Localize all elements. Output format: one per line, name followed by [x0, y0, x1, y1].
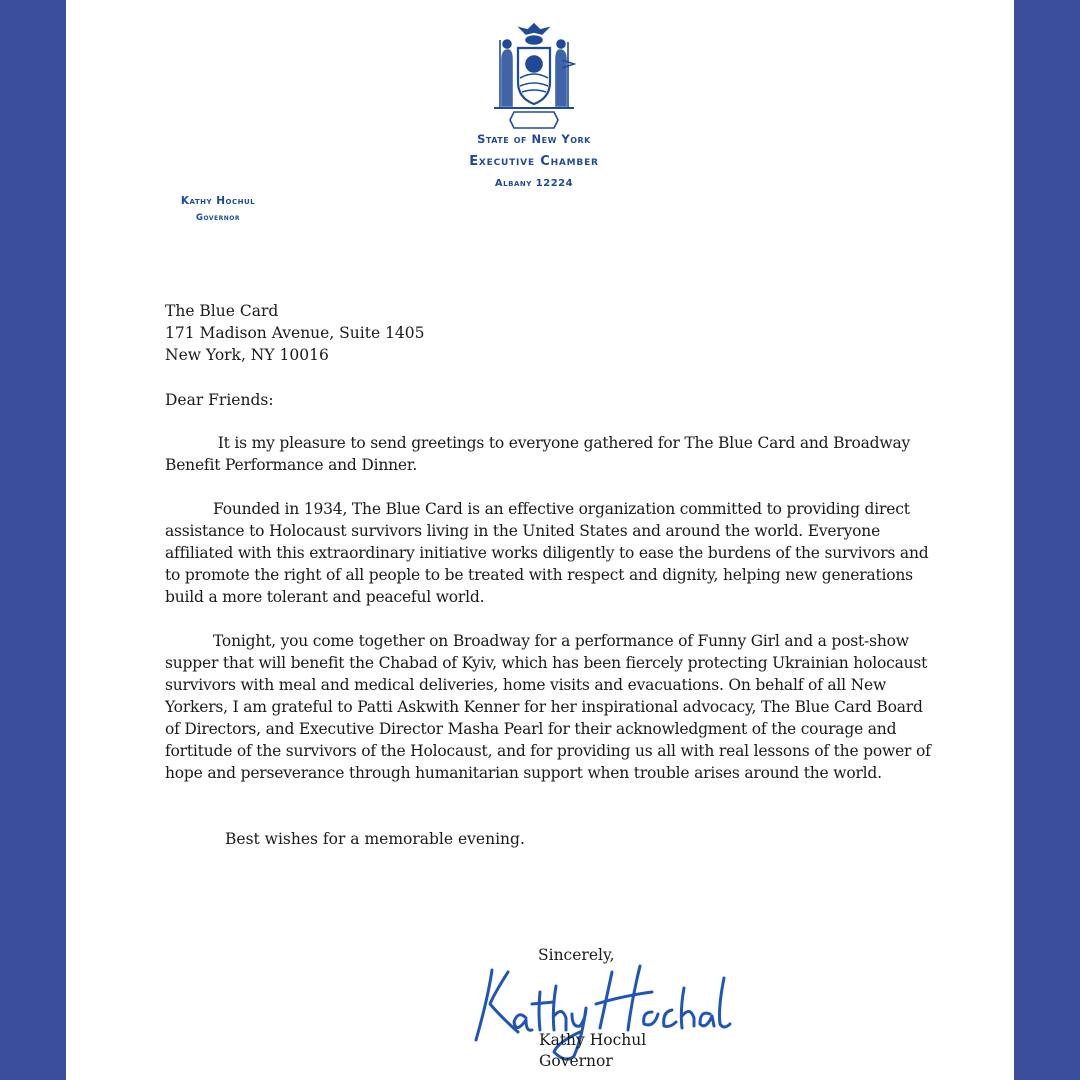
- recipient-name: The Blue Card: [165, 302, 279, 320]
- paragraph-1-text: It is my pleasure to send greetings to everyone gathered for The Blue Card and Broadway Benefit Performance and Dinner.: [165, 434, 911, 474]
- state-of-new-york-heading: State of New York: [477, 132, 591, 146]
- recipient-city: New York, NY 10016: [165, 346, 329, 364]
- recipient-street: 171 Madison Avenue, Suite 1405: [165, 324, 425, 342]
- executive-chamber-heading: Executive Chamber: [469, 154, 599, 169]
- salutation: Dear Friends:: [165, 391, 274, 409]
- body-paragraph-1: [165, 432, 935, 476]
- paragraph-3-text: Tonight, you come together on Broadway for a performance of Funny Girl and a post-show supper that will benefit the Chabad of Kyiv, which has been fiercely protecting Ukrainian holocaust survivors with meal and medical deliveries, home visits and evacuations. On behalf of all New Yorkers, I am grateful to Patti Askwith Kenner for her inspirational advocacy, The Blue Card Board of Directors, and Executive Director Masha Pearl for their acknowledgment of the courage and fortitude of the survivors of the Holocaust, and for providing us all with real lessons of the power of hope and perseverance through humanitarian support when trouble arises around the world.: [165, 632, 931, 782]
- albany-address: Albany 12224: [494, 178, 574, 189]
- signer-name: Kathy Hochul: [539, 1031, 647, 1049]
- recipient-address: [165, 300, 425, 366]
- new-york-state-seal-icon: [484, 20, 584, 132]
- body-paragraph-3: [165, 630, 935, 784]
- valediction: Sincerely,: [538, 946, 615, 964]
- governor-name-heading: Kathy Hochul: [180, 195, 256, 207]
- paragraph-2-text: Founded in 1934, The Blue Card is an effective organization committed to providing direct assistance to Holocaust survivors living in the United States and around the world. Everyone affiliated with this extraordinary initiative works diligently to ease the burdens of the survivors and to promote the right of all people to be treated with respect and dignity, helping new generations build a more tolerant and peaceful world.: [165, 500, 929, 606]
- closing-line: Best wishes for a memorable evening.: [225, 830, 525, 848]
- governor-title-heading: Governor: [195, 213, 241, 223]
- body-paragraph-2: [165, 498, 935, 608]
- signer-title: Governor: [539, 1052, 613, 1070]
